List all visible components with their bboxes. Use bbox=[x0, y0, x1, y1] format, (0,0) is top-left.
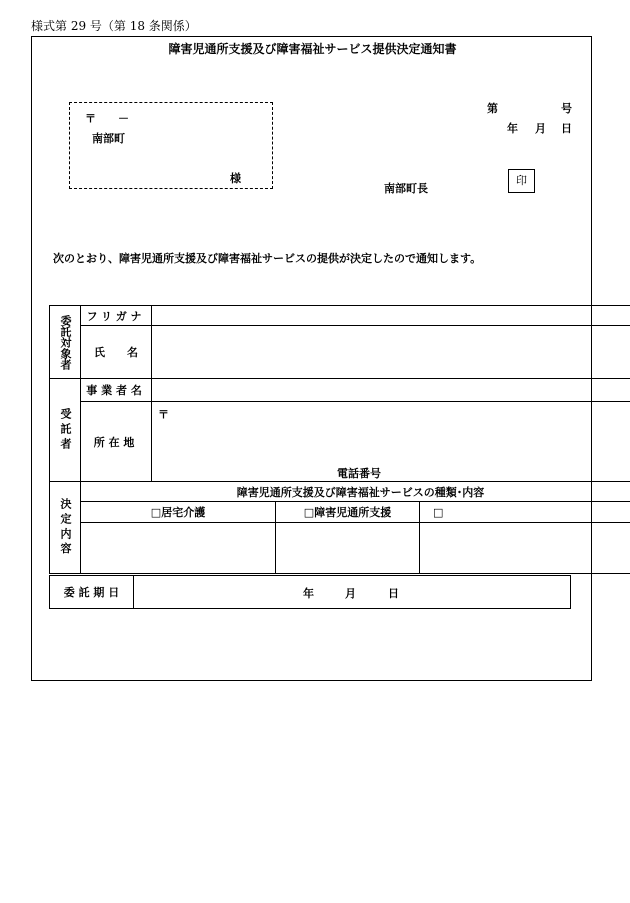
postal-dash: － bbox=[118, 112, 129, 125]
location-label: 所在地 bbox=[81, 402, 152, 482]
decision-header: 決定内容 bbox=[50, 482, 81, 574]
decision-table bbox=[49, 305, 630, 574]
document-title: 障害児通所支援及び障害福祉サービス提供決定通知書 bbox=[168, 42, 457, 56]
home-care-detail[interactable] bbox=[81, 523, 276, 574]
name-label: 氏 名 bbox=[81, 326, 152, 379]
period-field[interactable] bbox=[134, 576, 571, 609]
period-day: 日 bbox=[388, 587, 399, 600]
date-day: 日 bbox=[561, 122, 572, 135]
phone-label: 電話番号 bbox=[337, 467, 381, 480]
business-name-label: 事業者名 bbox=[81, 379, 152, 402]
period-label: 委 託 期 日 bbox=[50, 576, 134, 609]
furigana-field[interactable] bbox=[152, 306, 630, 326]
contractor-header: 受託者 bbox=[50, 379, 81, 482]
honorific: 様 bbox=[230, 172, 241, 185]
form-number-label: 様式第 29 号（第 18 条関係） bbox=[31, 19, 197, 33]
date-month: 月 bbox=[535, 122, 546, 135]
notice-frame bbox=[31, 36, 592, 681]
number-prefix: 第 bbox=[487, 102, 498, 115]
location-field[interactable] bbox=[152, 402, 630, 482]
option-child-day-support[interactable]: □障害児通所支援 bbox=[276, 502, 420, 523]
option-home-care[interactable]: □居宅介護 bbox=[81, 502, 276, 523]
date-year: 年 bbox=[507, 122, 518, 135]
service-types-header: 障害児通所支援及び障害福祉サービスの種類･内容 bbox=[81, 482, 630, 502]
subject-header: 委託対象者 bbox=[50, 306, 81, 379]
number-suffix: 号 bbox=[561, 102, 572, 115]
period-month: 月 bbox=[345, 587, 356, 600]
issuer-name: 南部町長 bbox=[384, 182, 428, 195]
child-day-support-detail[interactable] bbox=[276, 523, 420, 574]
address-town: 南部町 bbox=[92, 132, 125, 145]
location-postal-mark: 〒 bbox=[158, 408, 169, 421]
furigana-label: フリガナ bbox=[81, 306, 152, 326]
other-detail[interactable] bbox=[420, 523, 630, 574]
name-field[interactable] bbox=[152, 326, 630, 379]
seal-stamp: 印 bbox=[508, 169, 535, 193]
period-table bbox=[49, 575, 571, 609]
period-year: 年 bbox=[303, 587, 314, 600]
address-box bbox=[69, 102, 273, 189]
postal-mark: 〒 bbox=[85, 112, 96, 125]
option-other[interactable]: □ bbox=[420, 502, 630, 523]
notice-text: 次のとおり、障害児通所支援及び障害福祉サービスの提供が決定したので通知します。 bbox=[53, 252, 482, 265]
business-name-field[interactable] bbox=[152, 379, 630, 402]
